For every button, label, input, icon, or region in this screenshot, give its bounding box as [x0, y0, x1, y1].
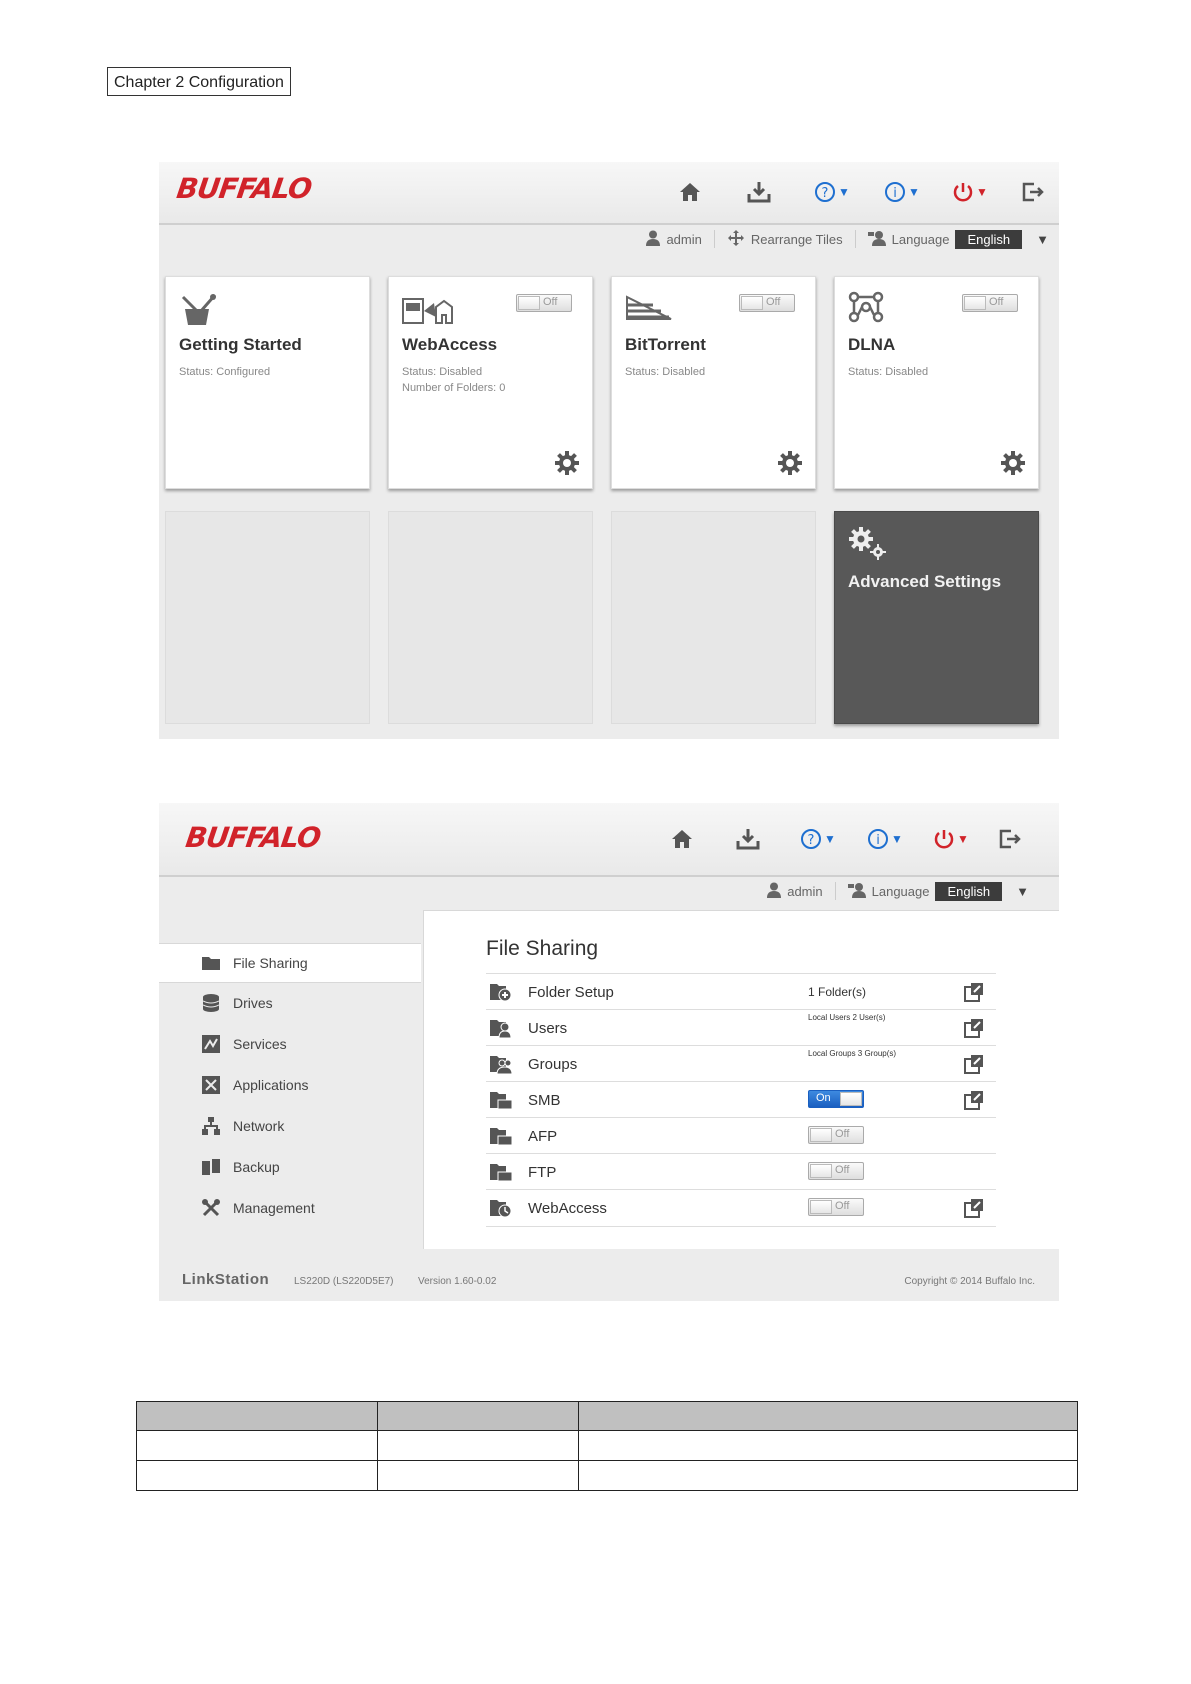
smb-toggle[interactable]: [808, 1090, 864, 1108]
row-label: Folder Setup: [528, 983, 614, 1001]
chevron-down-icon[interactable]: ▼: [1016, 883, 1029, 899]
divider: [714, 230, 715, 248]
screenshot-file-sharing: [159, 803, 1059, 1301]
user-icon: [767, 882, 781, 901]
tile-dlna[interactable]: [834, 276, 1039, 489]
row-webaccess[interactable]: [486, 1189, 996, 1227]
settings-table: [136, 1401, 1078, 1491]
sidebar-item-label: Network: [233, 1118, 285, 1134]
sidebar-item-drives[interactable]: [159, 984, 421, 1022]
table-header-row: [137, 1402, 1078, 1431]
buffalo-logo: BUFFALO: [183, 821, 323, 854]
toggle-state: Off: [835, 1200, 850, 1212]
tools-icon: [201, 1198, 221, 1218]
row-ftp[interactable]: [486, 1153, 996, 1190]
tile-status: Status: Disabled: [848, 366, 929, 378]
gear-icon[interactable]: [777, 450, 803, 476]
download-icon[interactable]: [739, 172, 779, 212]
help-icon[interactable]: [809, 172, 855, 212]
empty-tile-slot: [611, 511, 816, 724]
table-cell: [579, 1461, 1078, 1491]
sidebar: [159, 907, 421, 1249]
user-bar: [646, 224, 1059, 254]
toggle-state: Off: [766, 296, 781, 308]
dlna-icon: [848, 291, 888, 331]
buffalo-logo: BUFFALO: [174, 172, 314, 205]
folder-add-icon: [490, 981, 514, 1003]
tile-title: Advanced Settings: [848, 572, 1002, 591]
table-cell: [137, 1431, 378, 1461]
gears-icon: [848, 526, 888, 566]
folder-icon: [201, 953, 221, 973]
ftp-folder-icon: [490, 1161, 514, 1183]
chapter-label: Chapter 2 Configuration: [107, 67, 291, 96]
language-label: Language: [891, 231, 950, 247]
bittorrent-toggle[interactable]: [739, 294, 795, 312]
groups-icon: [490, 1053, 514, 1075]
sidebar-item-network[interactable]: [159, 1107, 421, 1145]
tile-webaccess[interactable]: [388, 276, 593, 489]
chevron-down-icon: ▼: [838, 185, 850, 199]
row-users[interactable]: [486, 1009, 996, 1046]
table-header-cell: [378, 1402, 579, 1431]
tile-bittorrent[interactable]: [611, 276, 816, 489]
power-icon[interactable]: [928, 819, 974, 859]
sidebar-item-label: File Sharing: [233, 955, 308, 971]
empty-tile-slot: [165, 511, 370, 724]
user-name[interactable]: admin: [666, 231, 702, 247]
toggle-knob: [964, 296, 986, 310]
row-groups[interactable]: [486, 1045, 996, 1082]
row-value: Local Groups 3 Group(s): [808, 1049, 897, 1058]
download-icon[interactable]: [728, 819, 768, 859]
top-bar: [159, 803, 1059, 877]
row-value: 1 Folder(s): [808, 985, 867, 999]
tile-status: Status: Configured: [179, 366, 271, 378]
power-icon[interactable]: [947, 172, 993, 212]
user-name[interactable]: admin: [787, 883, 823, 899]
toggle-knob: [810, 1200, 832, 1214]
product-name: LinkStation: [182, 1271, 270, 1288]
getting-started-icon: [179, 291, 219, 331]
row-label: AFP: [528, 1127, 558, 1145]
chevron-down-icon: ▼: [891, 832, 903, 846]
table-cell: [378, 1431, 579, 1461]
sidebar-item-management[interactable]: [159, 1189, 421, 1227]
tile-getting-started[interactable]: [165, 276, 370, 489]
webaccess-toggle[interactable]: [516, 294, 572, 312]
chevron-down-icon: ▼: [908, 185, 920, 199]
tile-advanced-settings[interactable]: [834, 511, 1039, 724]
tile-title: Getting Started: [179, 335, 302, 354]
tile-status: [402, 364, 505, 396]
services-icon: [201, 1034, 221, 1054]
sidebar-item-label: Services: [233, 1036, 287, 1052]
row-folder-setup[interactable]: [486, 973, 996, 1010]
dlna-toggle[interactable]: [962, 294, 1018, 312]
webaccess-toggle[interactable]: [808, 1198, 864, 1216]
sidebar-item-label: Backup: [233, 1159, 280, 1175]
home-icon[interactable]: [662, 819, 702, 859]
screenshot-home: [159, 162, 1059, 739]
chevron-down-icon: ▼: [824, 832, 836, 846]
page-title: File Sharing: [486, 937, 599, 960]
chevron-down-icon: ▼: [976, 185, 988, 199]
table-header-cell: [579, 1402, 1078, 1431]
svg-text:i: i: [876, 833, 880, 848]
sidebar-item-label: Management: [233, 1200, 315, 1216]
afp-toggle[interactable]: [808, 1126, 864, 1144]
users-icon: [490, 1017, 514, 1039]
status-line: Status: Disabled: [402, 366, 483, 378]
external-link-icon[interactable]: [964, 1198, 984, 1218]
language-icon: [848, 882, 866, 901]
toggle-knob: [518, 296, 540, 310]
toggle-knob: [840, 1092, 862, 1106]
logout-icon[interactable]: [990, 819, 1030, 859]
webaccess-folder-icon: [490, 1197, 514, 1219]
external-link-icon[interactable]: [964, 1018, 984, 1038]
row-smb[interactable]: [486, 1081, 996, 1118]
external-link-icon[interactable]: [964, 982, 984, 1002]
table-cell: [378, 1461, 579, 1491]
backup-icon: [201, 1157, 221, 1177]
language-select[interactable]: English: [955, 230, 1022, 249]
rearrange-tiles-link[interactable]: Rearrange Tiles: [750, 231, 843, 247]
move-icon: [727, 229, 745, 250]
copyright: Copyright © 2014 Buffalo Inc.: [904, 1276, 1035, 1287]
logout-icon[interactable]: [1013, 172, 1053, 212]
tile-title: BitTorrent: [625, 335, 706, 354]
sidebar-item-backup[interactable]: [159, 1148, 421, 1186]
applications-icon: [201, 1075, 221, 1095]
gear-icon[interactable]: [1000, 450, 1026, 476]
sidebar-item-label: Drives: [233, 995, 273, 1011]
file-sharing-panel: [423, 910, 1059, 1250]
chevron-down-icon[interactable]: ▼: [1036, 231, 1049, 247]
toggle-state: Off: [543, 296, 558, 308]
ftp-toggle[interactable]: [808, 1162, 864, 1180]
svg-text:?: ?: [807, 833, 815, 848]
divider: [855, 230, 856, 248]
external-link-icon[interactable]: [964, 1090, 984, 1110]
toggle-knob: [810, 1128, 832, 1142]
row-label: Groups: [528, 1055, 578, 1073]
sidebar-item-label: Applications: [233, 1077, 309, 1093]
divider: [835, 882, 836, 900]
toggle-knob: [810, 1164, 832, 1178]
row-value: Local Users 2 User(s): [808, 1013, 886, 1022]
language-select[interactable]: English: [935, 882, 1002, 901]
table-cell: [579, 1431, 1078, 1461]
drive-icon: [201, 993, 221, 1013]
smb-folder-icon: [490, 1089, 514, 1111]
tile-status: Status: Disabled: [625, 366, 706, 378]
footer: [159, 1249, 1059, 1301]
row-label: SMB: [528, 1091, 561, 1109]
toggle-state: Off: [835, 1164, 850, 1176]
network-icon: [201, 1116, 221, 1136]
info-icon[interactable]: [879, 172, 925, 212]
sidebar-item-applications[interactable]: [159, 1066, 421, 1104]
user-icon: [646, 230, 660, 249]
sidebar-item-services[interactable]: [159, 1025, 421, 1063]
top-bar: [159, 162, 1059, 225]
table-header-cell: [137, 1402, 378, 1431]
bittorrent-icon: [625, 291, 673, 331]
sidebar-item-file-sharing[interactable]: [159, 943, 421, 983]
table-cell: [137, 1461, 378, 1491]
row-afp[interactable]: [486, 1117, 996, 1154]
svg-text:i: i: [893, 186, 897, 201]
user-bar: [767, 876, 1059, 906]
info-icon[interactable]: [862, 819, 908, 859]
toggle-knob: [741, 296, 763, 310]
afp-folder-icon: [490, 1125, 514, 1147]
help-icon[interactable]: [795, 819, 841, 859]
row-label: Users: [528, 1019, 568, 1037]
home-icon[interactable]: [670, 172, 710, 212]
table-row: [137, 1461, 1078, 1491]
table-row: [137, 1431, 1078, 1461]
firmware-version: Version 1.60-0.02: [418, 1276, 497, 1287]
toggle-state: Off: [835, 1128, 850, 1140]
gear-icon[interactable]: [554, 450, 580, 476]
toggle-state: On: [816, 1092, 831, 1104]
folder-count: Number of Folders: 0: [402, 382, 506, 394]
language-icon: [868, 230, 886, 249]
tile-title: WebAccess: [402, 335, 498, 354]
svg-text:?: ?: [821, 186, 829, 201]
row-label: WebAccess: [528, 1199, 607, 1217]
model-name: LS220D (LS220D5E7): [294, 1276, 394, 1287]
external-link-icon[interactable]: [964, 1054, 984, 1074]
tile-title: DLNA: [848, 335, 896, 354]
empty-tile-slot: [388, 511, 593, 724]
toggle-state: Off: [989, 296, 1004, 308]
chevron-down-icon: ▼: [957, 832, 969, 846]
row-label: FTP: [528, 1163, 557, 1181]
language-label: Language: [871, 883, 930, 899]
webaccess-icon: [402, 291, 454, 331]
